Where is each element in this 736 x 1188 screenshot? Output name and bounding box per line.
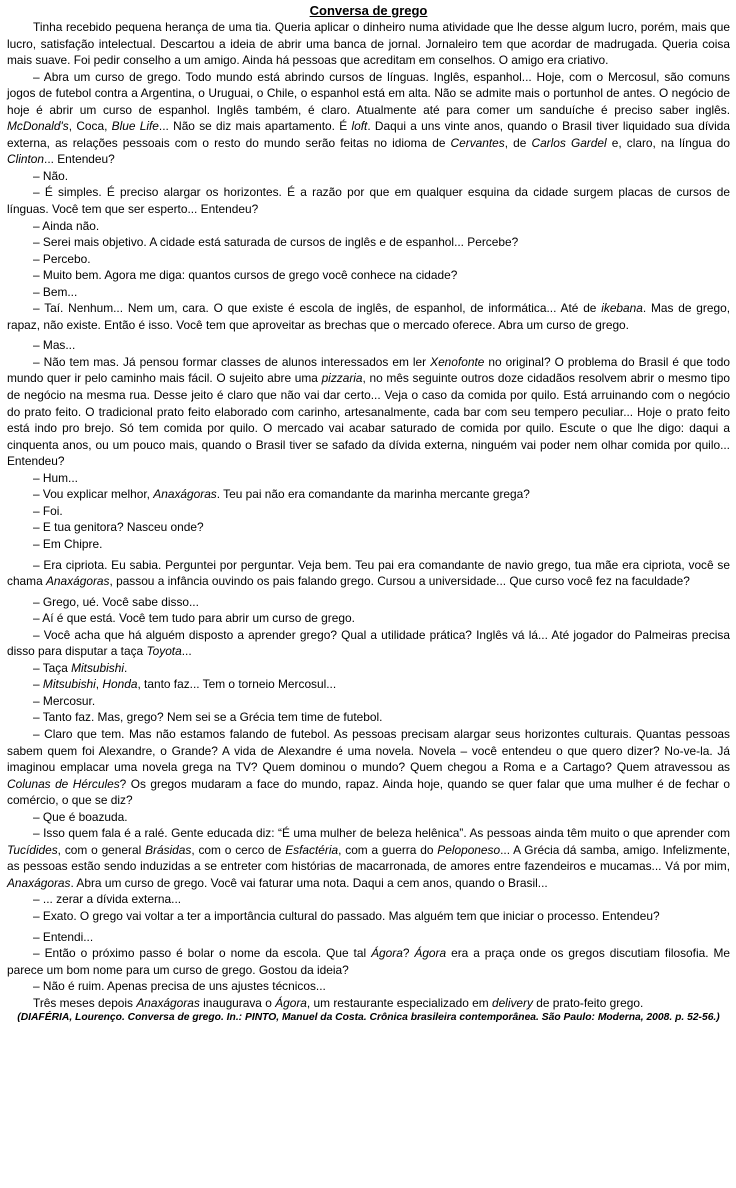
paragraph: – Taí. Nenhum... Nem um, cara. O que existe é escola de inglês, de espanhol, de informática... Até de ikebana. Mas de grego, rapaz, não existe. Então é isso. Você tem que aproveitar as brechas que o mercado oferece. Abra um curso de grego. (7, 301, 731, 332)
paragraph: – Serei mais objetivo. A cidade está saturada de cursos de inglês e de espanhol... Percebe? (33, 235, 519, 250)
paragraph: – Entendi... (33, 929, 94, 944)
paragraph: – Vou explicar melhor, Anaxágoras. Teu pai não era comandante da marinha mercante grega? (33, 487, 530, 502)
paragraph: – Então o próximo passo é bolar o nome da escola. Que tal Ágora? Ágora era a praça onde os gregos discutiam filosofia. Me parece um bom nome para um curso de grego. Gostou da ideia? (7, 946, 730, 977)
paragraph: – Foi. (33, 503, 63, 518)
paragraph: – Abra um curso de grego. Todo mundo está abrindo cursos de línguas. Inglês, espanhol... Hoje, com o Mercosul, são comuns jogos de futebol contra a Argentina, o Uruguai, o Chile, o espanhol está em alta. Não se admite mais o portunhol de antes. O negócio de hoje é abrir um curso de espanhol. Inglês também, é claro. Atualmente até para comer um sanduíche é preciso saber inglês. McDonald's, Coca, Blue Life... Não se diz mais apartamento. É loft. Daqui a uns vinte anos, quando o Brasil tiver liquidado sua dívida externa, as relações pessoais com o resto do mundo serão feitas no idioma de Cervantes, de Carlos Gardel e, claro, na língua do Clinton... Entendeu? (7, 69, 730, 167)
paragraph: – Tanto faz. Mas, grego? Nem sei se a Grécia tem time de futebol. (33, 710, 383, 725)
paragraph: – Percebo. (33, 251, 91, 266)
paragraph: – Ainda não. (33, 218, 100, 233)
paragraph: – Mercosur. (33, 693, 96, 708)
paragraph: – Claro que tem. Mas não estamos falando de futebol. As pessoas precisam alargar seus horizontes culturais. Quantas pessoas sabem quem foi Alexandre, o Grande? A vida de Alexandre é uma novela. Novela – você entendeu o que quero dizer? No-ve-la. Já imaginou emplacar uma novela grega na TV? Quem dominou o mundo? Quem chegou a Roma e a Cartago? Quem atravessou as Colunas de Hércules? Os gregos mudaram a face do mundo, rapaz. Ainda hoje, quando se quer falar que uma mulher é de fechar o comércio, o que se diz? (7, 726, 730, 808)
paragraph: – É simples. É preciso alargar os horizontes. É a razão por que em qualquer esquina da cidade surgem placas de cursos de línguas. Você tem que ser esperto... Entendeu? (7, 185, 730, 217)
paragraph: – Não tem mas. Já pensou formar classes de alunos interessados em ler Xenofonte no original? O problema do Brasil é que todo mundo quer ir pelo caminho mais fácil. O sujeito abre uma pizzaria, no mês seguinte outros doze cidadãos resolvem abrir o mesmo tipo de negócio na mesma rua. Desse jeito é claro que não vai dar certo... Veja o caso da comida por quilo. Está arruinando com o negócio do prato feito. O tradicional prato feito elaborado com carinho, artesanalmente, cada bar com seu tempero peculiar... Hoje o prato feito está indo pro brejo. Só tem comida por quilo. O mercado vai acabar saturado de comida por quilo. Escute o que lhe digo: daqui a cinquenta anos, ou um pouco mais, quando o Brasil tiver se safado da dívida externa, ninguém vai poder nem olhar comida por quilo... Entendeu? (7, 354, 730, 469)
chronicle-text (7, 19, 730, 1011)
paragraph: – Aí é que está. Você tem tudo para abrir um curso de grego. (33, 611, 355, 626)
paragraph: – Que é boazuda. (33, 809, 128, 824)
bibliographic-citation: (DIAFÉRIA, Lourenço. Conversa de grego. In.: PINTO, Manuel da Costa. Crônica brasileira contemporânea. São Paulo: Moderna, 2008. p. 52-56.) (17, 1012, 720, 1024)
paragraph: – Você acha que há alguém disposto a aprender grego? Qual a utilidade prática? Inglês vá lá... Até jogador do Palmeiras precisa disso para disputar a taça Toyota... (7, 627, 730, 659)
paragraph: – Exato. O grego vai voltar a ter a importância cultural do passado. Mas alguém tem que iniciar o processo. Entendeu? (33, 908, 660, 923)
paragraph: – Bem... (33, 284, 78, 299)
document-title: Conversa de grego (309, 3, 428, 18)
paragraph: – Não. (33, 168, 69, 183)
paragraph: – Era cipriota. Eu sabia. Perguntei por perguntar. Veja bem. Teu pai era comandante de navio grego, tua mãe era cipriota, você se chama Anaxágoras, passou a infância ouvindo os pais falando grego. Cursou a universidade... Que curso você fez na faculdade? (7, 557, 730, 589)
paragraph: – E tua genitora? Nasceu onde? (33, 520, 204, 535)
paragraph: – Não é ruim. Apenas precisa de uns ajustes técnicos... (33, 979, 326, 994)
paragraph: – Hum... (33, 470, 78, 485)
paragraph: Três meses depois Anaxágoras inaugurava o Ágora, um restaurante especializado em delivery de prato-feito grego. (33, 995, 644, 1010)
paragraph: – Em Chipre. (33, 536, 103, 551)
paragraph: Tinha recebido pequena herança de uma tia. Queria aplicar o dinheiro numa atividade que lhe desse algum lucro, porém, mais que lucro, satisfação intelectual. Descartou a ideia de abrir uma banca de jornal. Jornaleiro tem que acordar de madrugada. Queria coisa mais suave. Foi pedir conselho a um amigo. Ainda há pessoas que acreditam em conselhos. O amigo era criativo. (7, 20, 730, 68)
paragraph: – Grego, ué. Você sabe disso... (33, 594, 199, 609)
paragraph: – Mitsubishi, Honda, tanto faz... Tem o torneio Mercosul... (33, 677, 337, 692)
paragraph: – Muito bem. Agora me diga: quantos cursos de grego você conhece na cidade? (33, 268, 458, 283)
paragraph: – ... zerar a dívida externa... (33, 892, 182, 907)
paragraph: – Mas... (33, 338, 76, 353)
paragraph: – Taça Mitsubishi. (33, 660, 128, 675)
paragraph: – Isso quem fala é a ralé. Gente educada diz: “É uma mulher de beleza helênica”. As pessoas ainda têm muito o que aprender com Tucídides, com o general Brásidas, com o cerco de Esfactéria, com a guerra do Peloponeso... A Grécia dá samba, amigo. Infelizmente, as pessoas estão sendo induzidas a se entreter com histórias de macarronada, de amores entre fazendeiros e mucamas... Vá por mim, Anaxágoras. Abra um curso de grego. Você vai faturar uma nota. Daqui a cem anos, quando o Brasil... (7, 826, 730, 890)
